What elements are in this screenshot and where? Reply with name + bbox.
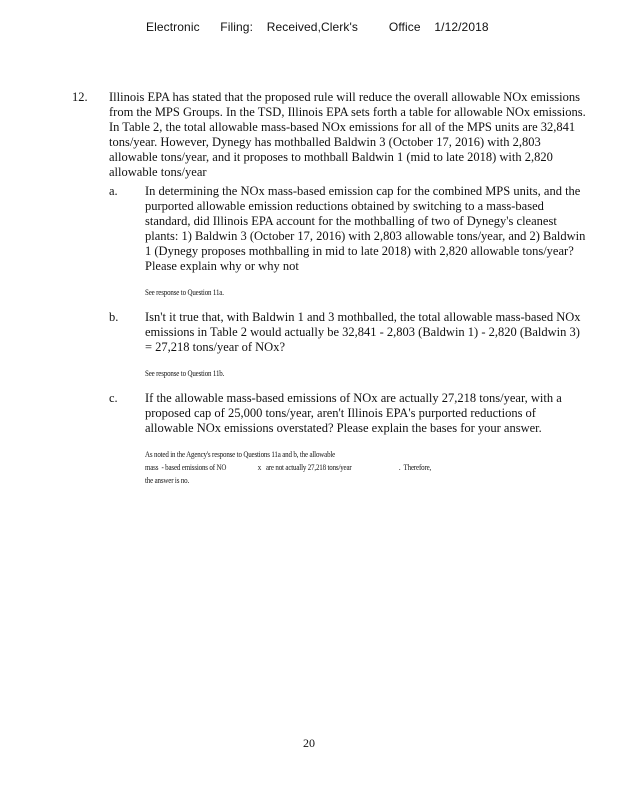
question-text: Illinois EPA has stated that the proposed rule will reduce the overall allowable NOx emissions from the MPS Groups. In the TSD, Illinois EPA sets forth a table for allowable NOx emissions. In Table 2, the total allowable mass-based NOx emissions for all of the MPS units are 32,841 tons/year. However, Dynegy has mothballed Baldwin 3 (October 17, 2016) with 2,803 allowable tons/year, and it proposes to mothball Baldwin 1 (mid to late 2018) with 2,820 allowable tons/year (109, 90, 586, 179)
question-number: 12. (72, 90, 88, 104)
sub-question-b-text: Isn't it true that, with Baldwin 1 and 3 mothballed, the total allowable mass-based NOx emissions in Table 2 would actually be 32,841 - 2,803 (Baldwin 1) - 2,820 (Baldwin 3) = 27,218 tons/year of NOx? (145, 310, 581, 354)
electronic-filing-header: Electronic Filing: Received,Clerk's Office 1/12/2018 (146, 20, 489, 34)
response-c-line-2: mass - based emissions of NO x are not actually 27,218 tons/year . Therefore, (145, 462, 432, 472)
sub-question-c-text: If the allowable mass-based emissions of NOx are actually 27,218 tons/year, with a proposed cap of 25,000 tons/year, aren't Illinois EPA's purported reductions of allowable NOx emissions overstated? Please explain the bases for your answer. (145, 391, 562, 435)
sub-question-b-letter: b. (109, 310, 119, 324)
sub-question-a-letter: a. (109, 184, 118, 198)
sub-question-a-text: In determining the NOx mass-based emission cap for the combined MPS units, and the purported allowable emission reductions obtained by switching to a mass-based standard, did Illinois EPA account for the mothballing of two of Dynegy's cleanest plants: 1) Baldwin 3 (October 17, 2016) with 2,803 allowable tons/year, and 2) Baldwin 1 (Dynegy proposes mothballing in mid to late 2018) with 2,820 allowable tons/year? Please explain why or why not (145, 184, 586, 273)
response-c-line-3: the answer is no. (145, 475, 190, 485)
response-c-line-1: As noted in the Agency's response to Questions 11a and b, the allowable (145, 449, 336, 459)
sub-question-c-letter: c. (109, 391, 118, 405)
page-number: 20 (303, 736, 315, 750)
response-a: See response to Question 11a. (145, 287, 224, 297)
response-b: See response to Question 11b. (145, 368, 225, 378)
